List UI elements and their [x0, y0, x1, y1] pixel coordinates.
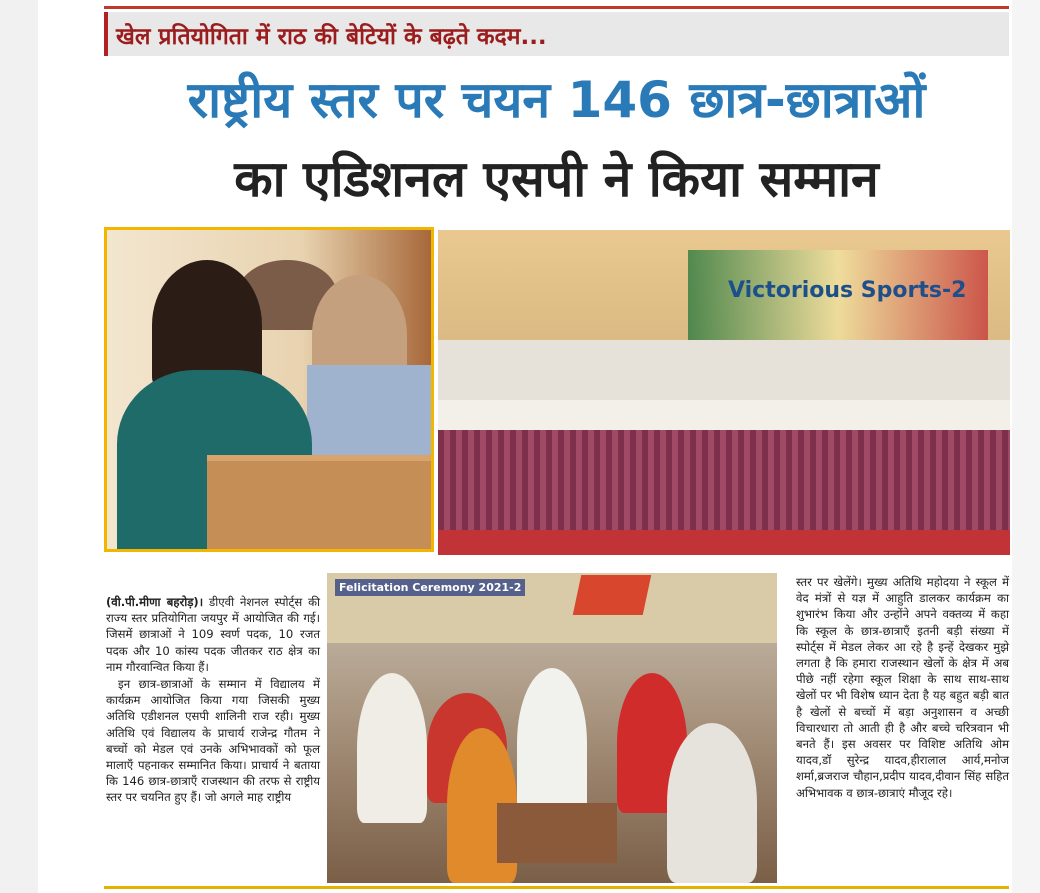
top-rule — [104, 6, 1009, 9]
kicker-strip — [104, 12, 1009, 56]
photo-speaker — [104, 227, 434, 552]
article-paragraph — [106, 594, 320, 675]
article-column-right — [796, 574, 1009, 802]
photo3-banner-text: Felicitation Ceremony 2021-2 — [335, 579, 525, 596]
page-right-margin — [1012, 0, 1040, 893]
article-column-left — [106, 594, 320, 807]
kicker-text: खेल प्रतियोगिता में राठ की बेटियों के बढ़ते कदम... — [116, 24, 547, 50]
headline-line-1: राष्ट्रीय स्तर पर चयन 146 छात्र-छात्राओं — [187, 71, 926, 129]
headline-line-2: का एडिशनल एसपी ने किया सम्मान — [234, 150, 879, 208]
bottom-rule — [104, 886, 1009, 889]
article-byline: (वी.पी.मीणा बहरोड़)। — [106, 595, 204, 609]
photo2-banner-text: Victorious Sports-2 — [728, 278, 967, 303]
article-paragraph-3: स्तर पर खेलेंगे। मुख्य अतिथि महोदया ने स्कूल में वेद मंत्रों से यज्ञ में आहुति डालकर कार्यक्रम का शुभारंभ किया और उन्होंने अपने वक्तव्य में कहा कि स्कूल के छात्र-छात्राएँ इतनी बड़ी संख्या में स्पोर्ट्स में मेडल लेकर आ रहे है इन्हें देखकर मुझे लगता है कि हमारा राजस्थान खेलों के क्षेत्र में अब पीछे नहीं रहेगा स्कूल शिक्षा के साथ साथ-साथ खेलों पर भी विशेष ध्यान देता है यह बहुत बड़ी बात है खेलों से बच्चों में बड़ा अनुशासन व अच्छी विचारधारा तो आती ही है और बच्चे चरित्रवान भी बनते हैं। इस अवसर पर विशिष्ट अतिथि ओम यादव,डॉ सुरेन्द्र यादव,हीरालाल आर्य,मनोज शर्मा,ब्रजराज चौहान,प्रदीप यादव,दीवान सिंह सहित अभिभावक व छात्र-छात्राएं मौजूद रहे। — [796, 575, 1009, 800]
photo-medal-winners — [438, 230, 1010, 555]
photo-havan-ceremony — [327, 573, 777, 883]
article-paragraph-1-text: डीएवी नेशनल स्पोर्ट्स की राज्य स्तर प्रतियोगिता जयपुर में आयोजित की गई। जिसमें छात्राओं ने 109 स्वर्ण पदक, 10 रजत पदक और 10 कांस्य पदक जीतकर राठ क्षेत्र का नाम गौरवान्वित किया हैं। — [106, 595, 321, 674]
page-left-margin — [0, 0, 38, 893]
article-paragraph-2: इन छात्र-छात्राओं के सम्मान में विद्यालय में कार्यक्रम आयोजित किया गया जिसकी मुख्य अतिथि एडीशनल एसपी शालिनी राज रही। मुख्य अतिथि एवं विद्यालय के प्राचार्य राजेन्द्र गौतम ने बच्चों को मेडल एवं उनके अभिभावकों को फूल मालाएँ पहनाकर सम्मानित किया। प्राचार्य ने बताया कि 146 छात्र-छात्राएँ राजस्थान की तरफ से राष्ट्रीय स्तर पर चयनित हुए हैं। जो अगले माह राष्ट्रीय — [106, 677, 320, 805]
